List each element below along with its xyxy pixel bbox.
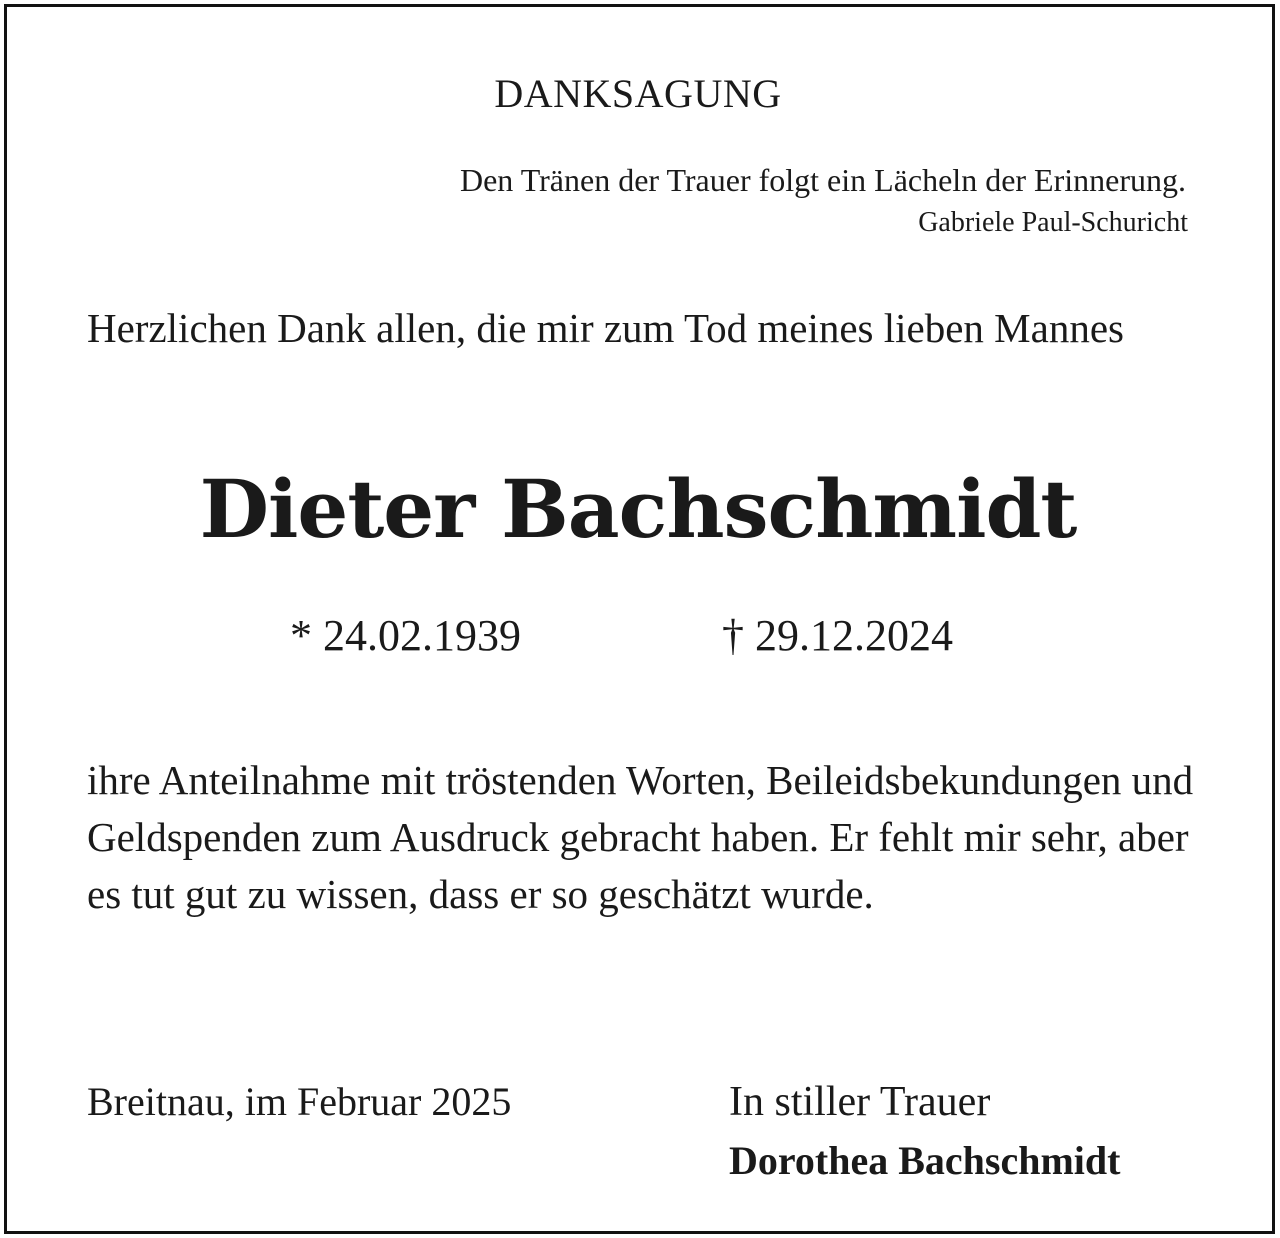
body-text: ihre Anteilnahme mit tröstenden Worten, Beileidsbekundungen und Geldspenden zum Ausdruck gebracht haben. Er fehlt mir sehr, aber es tut gut zu wissen, dass er so geschätzt wurde. <box>87 757 1194 917</box>
place-date: Breitnau, im Februar 2025 <box>87 1079 512 1124</box>
deceased-name: Dieter Bachschmidt <box>199 462 1077 556</box>
quote-text: Den Tränen der Trauer folgt ein Lächeln der Erinnerung. <box>459 162 1186 198</box>
death-date: † 29.12.2024 <box>722 611 953 660</box>
intro-text: Herzlichen Dank allen, die mir zum Tod meines lieben Mannes <box>87 305 1124 351</box>
signature-name: Dorothea Bachschmidt <box>729 1138 1121 1183</box>
quote-author: Gabriele Paul-Schuricht <box>918 207 1188 238</box>
signature-line: In stiller Trauer <box>729 1079 991 1125</box>
birth-date: * 24.02.1939 <box>290 611 521 660</box>
notice-heading: DANKSAGUNG <box>494 71 782 116</box>
